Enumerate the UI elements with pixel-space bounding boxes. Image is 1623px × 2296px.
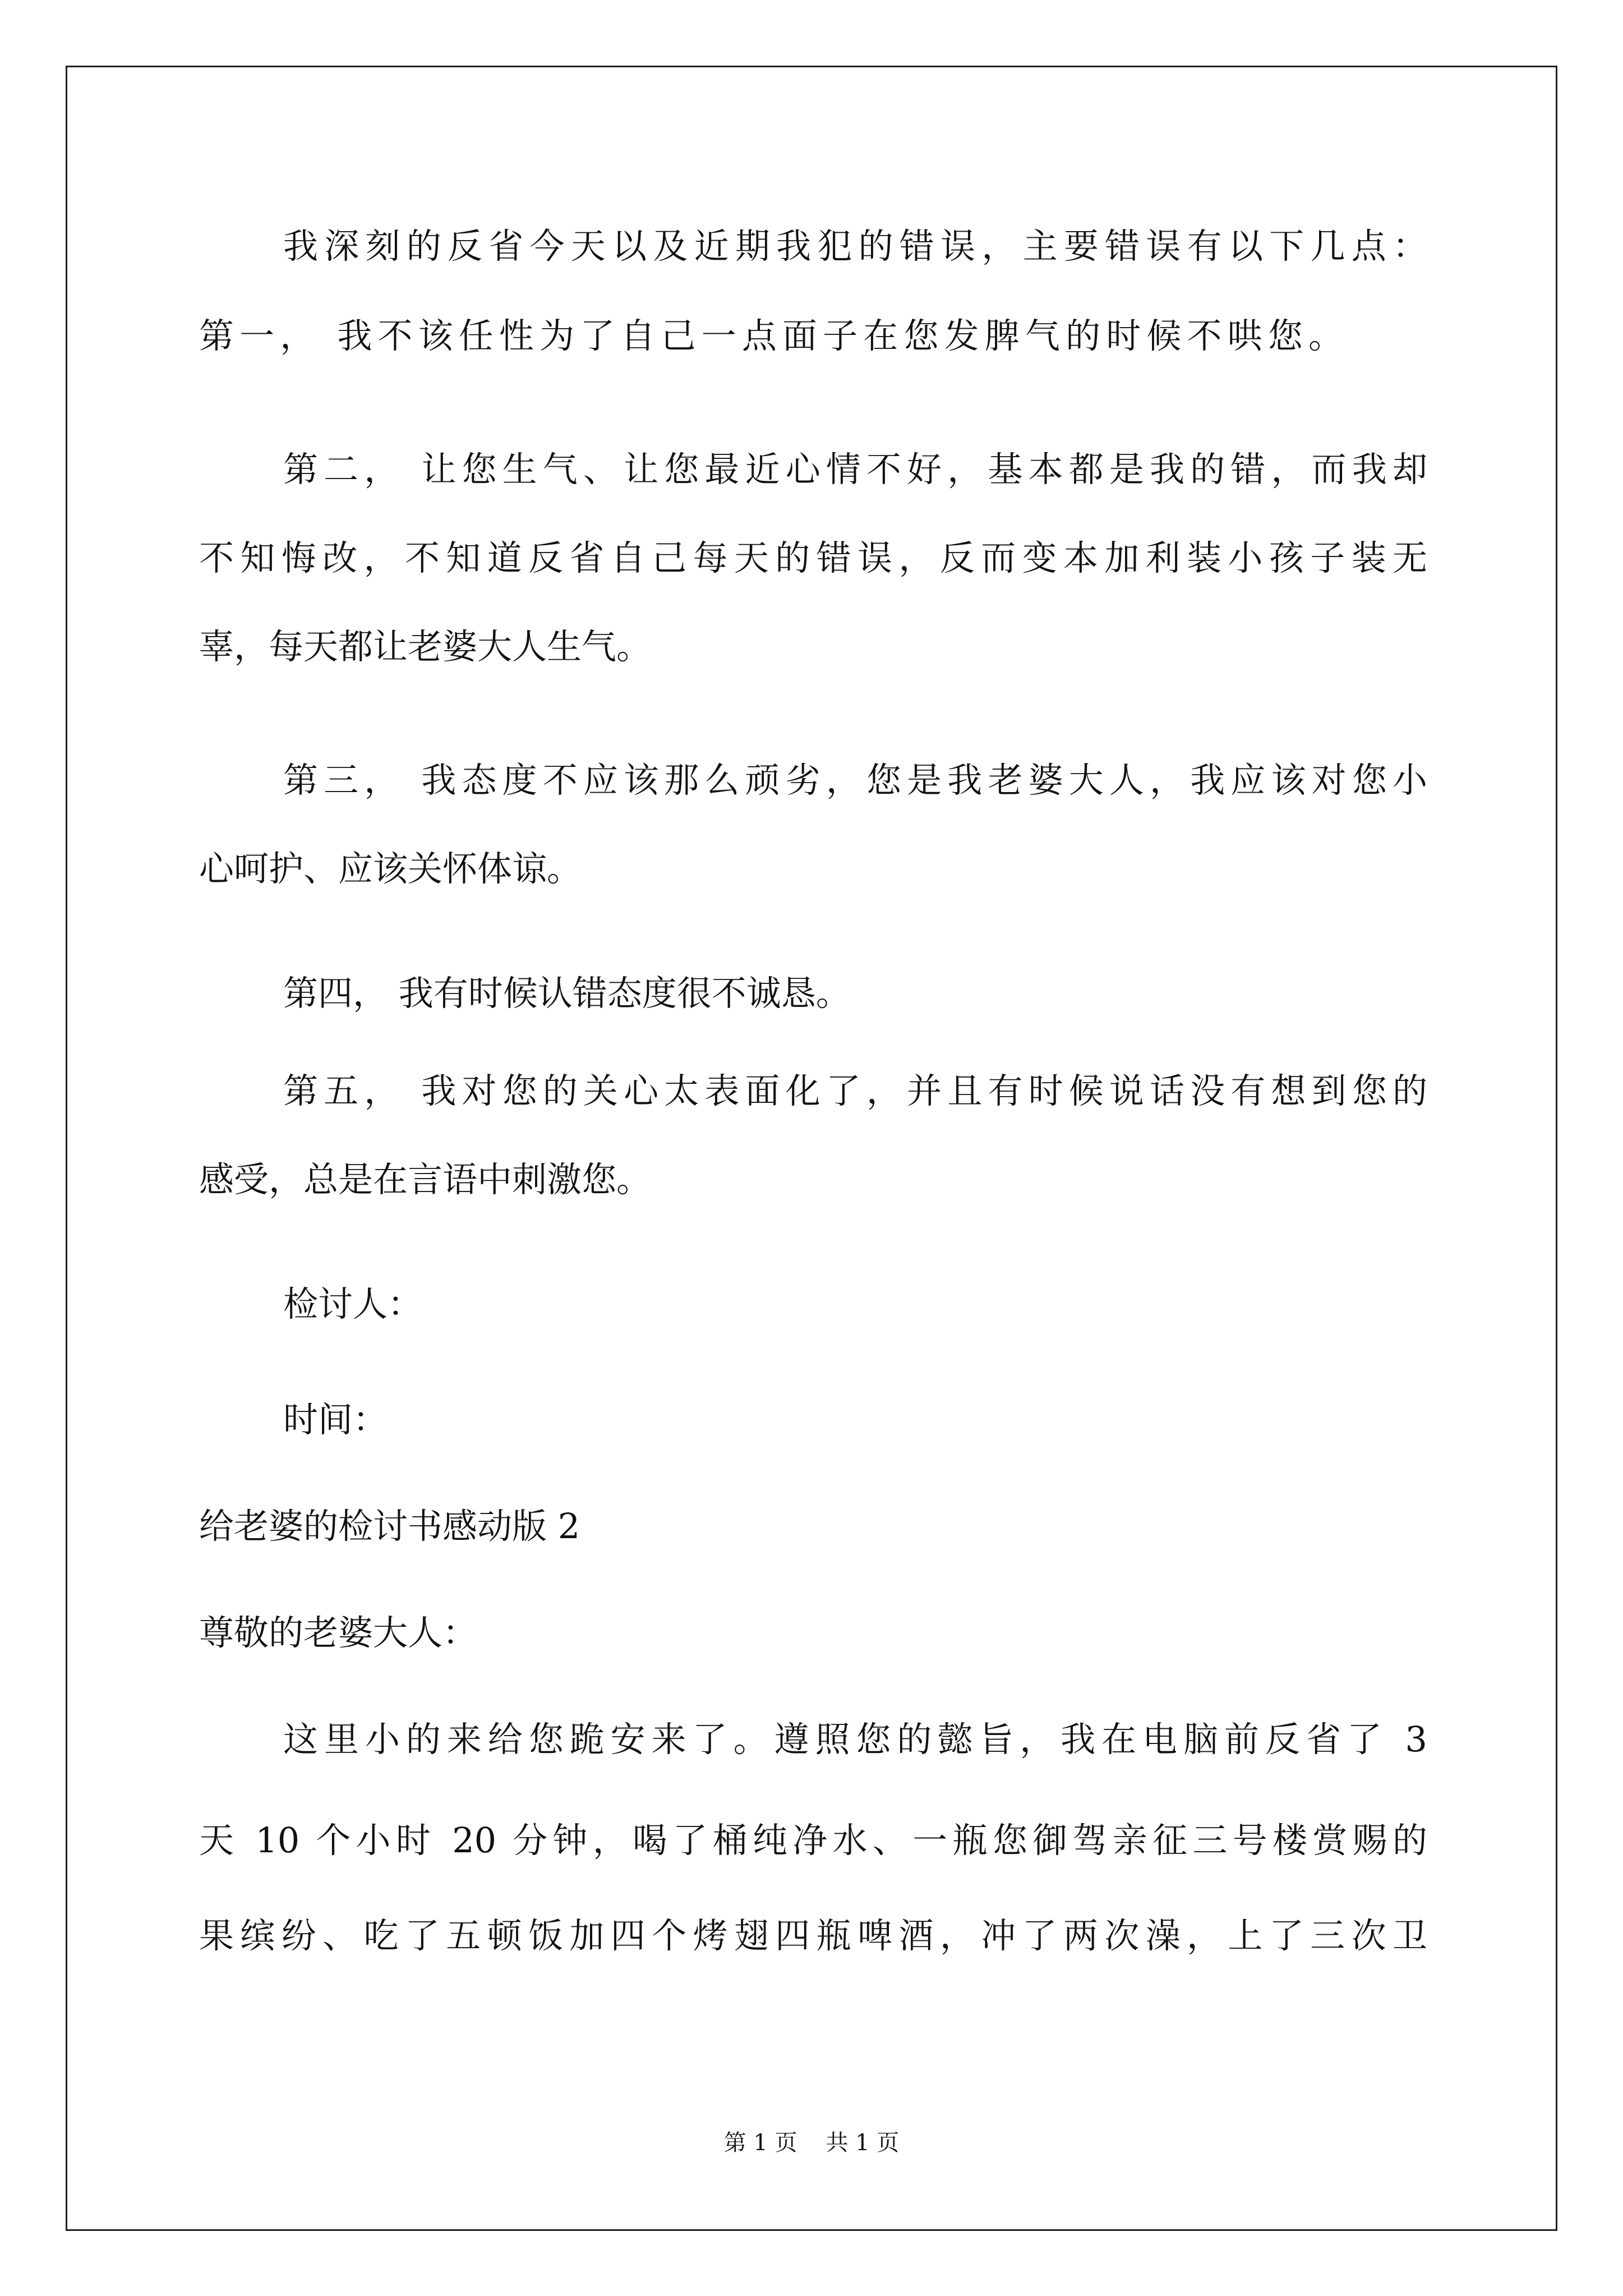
paragraph-line: 心呵护、应该关怀体谅。 — [199, 848, 582, 889]
paragraph-line: 这里小的来给您跪安来了。遵照您的懿旨，我在电脑前反省了 3 — [283, 1719, 1427, 1760]
signer-label: 检讨人： — [283, 1283, 423, 1324]
paragraph-line: 我深刻的反省今天以及近期我犯的错误，主要错误有以下几点： — [283, 226, 1427, 266]
paragraph-line: 果缤纷、吃了五顿饭加四个烤翅四瓶啤酒，冲了两次澡，上了三次卫 — [199, 1915, 1427, 1956]
date-label: 时间： — [283, 1399, 388, 1440]
paragraph-line: 不知悔改，不知道反省自己每天的错误，反而变本加利装小孩子装无 — [199, 537, 1427, 578]
section-title: 给老婆的检讨书感动版 2 — [199, 1506, 580, 1547]
paragraph-line: 天 10 个小时 20 分钟，喝了桶纯净水、一瓶您御驾亲征三号楼赏赐的 — [199, 1820, 1427, 1861]
paragraph-line: 感受，总是在言语中刺激您。 — [199, 1159, 652, 1200]
paragraph-line: 第五， 我对您的关心太表面化了，并且有时候说话没有想到您的 — [283, 1070, 1427, 1111]
paragraph-line: 第一， 我不该任性为了自己一点面子在您发脾气的时候不哄您。 — [199, 315, 1343, 356]
salutation: 尊敬的老婆大人： — [199, 1612, 478, 1653]
paragraph-line: 第三， 我态度不应该那么顽劣，您是我老婆大人，我应该对您小 — [283, 760, 1427, 800]
page-border — [66, 66, 1557, 2231]
paragraph-line: 第四， 我有时候认错态度很不诚恳。 — [283, 973, 851, 1014]
paragraph-line: 第二， 让您生气、让您最近心情不好，基本都是我的错，而我却 — [283, 449, 1427, 490]
paragraph-line: 辜，每天都让老婆大人生气。 — [199, 626, 652, 667]
page-footer: 第 1 页 共 1 页 — [723, 2130, 900, 2156]
